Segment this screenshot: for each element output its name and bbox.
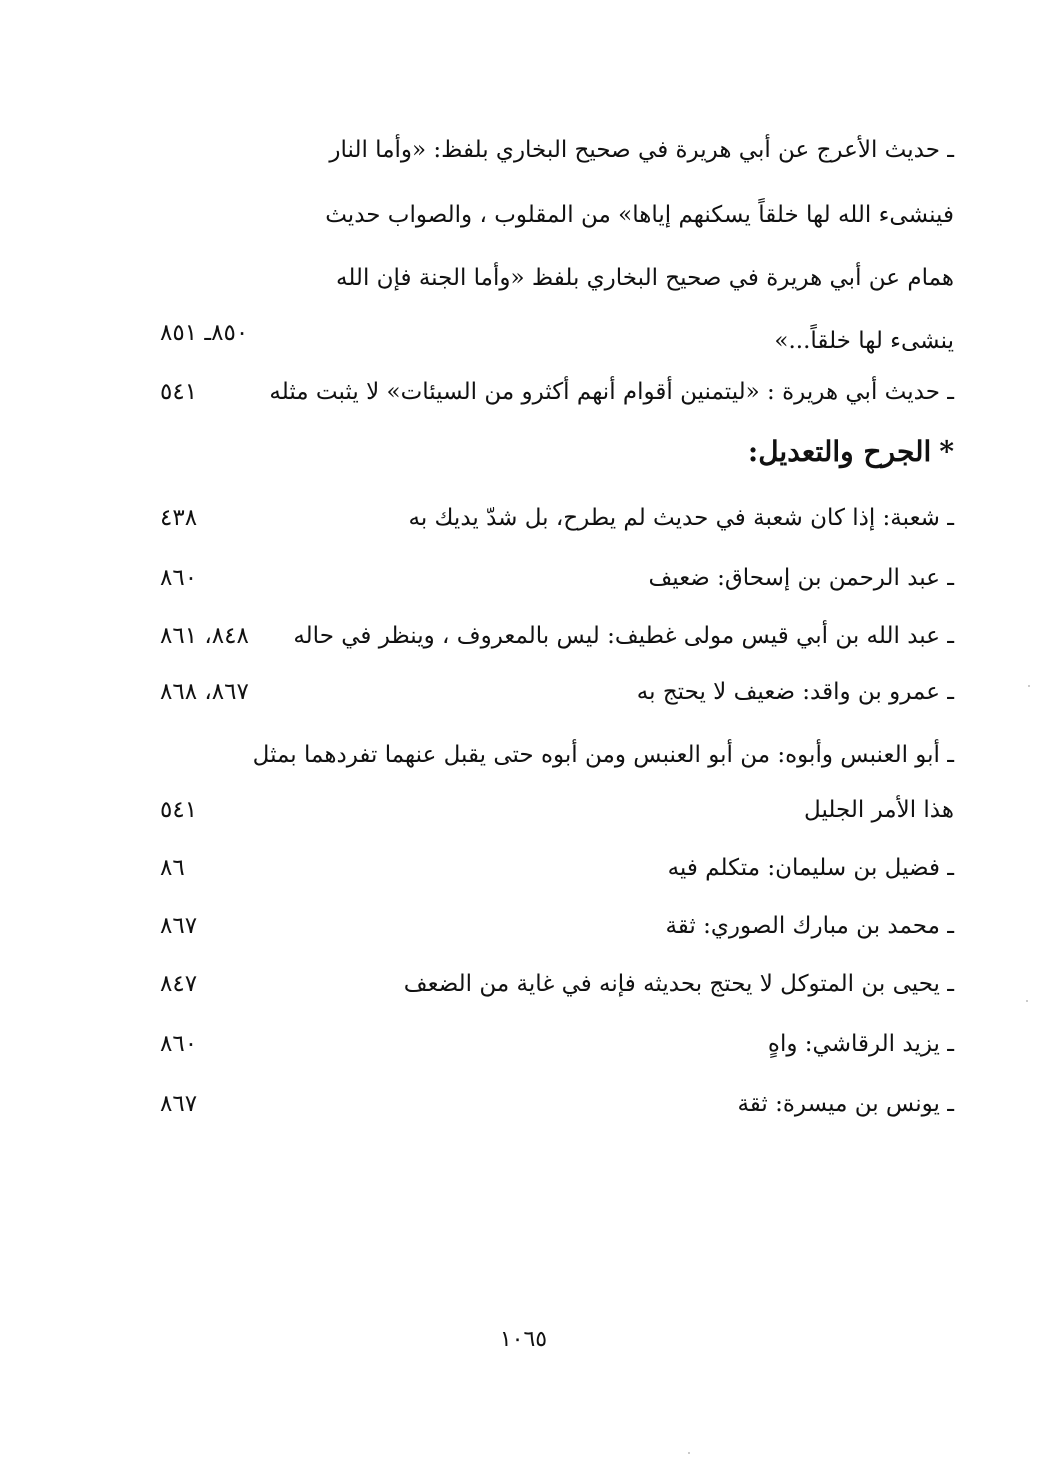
jarh-entry-5-text: ـ أبو العنبس وأبوه: من أبو العنبس ومن أبوه حتى يقبل عنهما تفردهما بمثل — [252, 742, 954, 768]
jarh-entry-6-text: هذا الأمر الجليل — [804, 797, 954, 823]
hadith-entry-1-line-3: همام عن أبي هريرة في صحيح البخاري بلفظ «وأما الجنة فإن الله — [335, 265, 954, 291]
jarh-entry-2-text: ـ عبد الرحمن بن إسحاق: ضعيف — [648, 565, 954, 591]
jarh-entry-3-text: ـ عبد الله بن أبي قيس مولى غطيف: ليس بالمعروف ، وينظر في حاله — [293, 623, 954, 649]
jarh-entry-8-text: ـ محمد بن مبارك الصوري: ثقة — [665, 913, 954, 939]
jarh-entry-6-pages: ٥٤١ — [160, 797, 198, 823]
jarh-entry-11-text: ـ يونس بن ميسرة: ثقة — [737, 1091, 954, 1117]
jarh-entry-1-pages: ٤٣٨ — [160, 505, 198, 531]
jarh-entry-7-pages: ٨٦ — [160, 855, 185, 881]
jarh-entry-10-pages: ٨٦٠ — [160, 1031, 198, 1057]
heading-title: الجرح والتعديل: — [747, 435, 932, 468]
jarh-entry-9-pages: ٨٤٧ — [160, 971, 198, 997]
scan-speck — [688, 1452, 690, 1454]
jarh-entry-1-text: ـ شعبة: إذا كان شعبة في حديث لم يطرح، بل شدّ يديك به — [408, 505, 954, 531]
jarh-entry-3-pages: ٨٤٨، ٨٦١ — [160, 623, 249, 649]
jarh-entry-2-pages: ٨٦٠ — [160, 565, 198, 591]
hadith-entry-2-pages: ٥٤١ — [160, 379, 198, 405]
hadith-entry-1-line-2: فينشىء الله لها خلقاً يسكنهم إياها» من المقلوب ، والصواب حديث — [325, 202, 954, 228]
jarh-entry-7-text: ـ فضيل بن سليمان: متكلم فيه — [667, 855, 954, 881]
jarh-entry-8-pages: ٨٦٧ — [160, 913, 198, 939]
scan-speck — [1026, 1000, 1028, 1002]
page-number: ١٠٦٥ — [499, 1327, 548, 1352]
section-heading — [748, 430, 954, 474]
hadith-entry-2-text: ـ حديث أبي هريرة : «ليتمنين أقوام أنهم أكثرو من السيئات» لا يثبت مثله — [269, 379, 954, 405]
heading-star: * — [939, 435, 954, 468]
jarh-entry-4-pages: ٨٦٧، ٨٦٨ — [160, 679, 249, 705]
jarh-entry-4-text: ـ عمرو بن واقد: ضعيف لا يحتج به — [636, 679, 954, 705]
scan-speck — [1028, 685, 1030, 687]
jarh-entry-11-pages: ٨٦٧ — [160, 1091, 198, 1117]
jarh-entry-10-text: ـ يزيد الرقاشي: واهٍ — [767, 1031, 954, 1057]
hadith-entry-1-line-4: ينشىء لها خلقاً...» — [774, 328, 954, 354]
hadith-entry-1-pages: ٨٥٠ـ ٨٥١ — [160, 320, 249, 346]
jarh-entry-9-text: ـ يحيى بن المتوكل لا يحتج بحديثه فإنه في غاية من الضعف — [403, 971, 954, 997]
hadith-entry-1-line-1: ـ حديث الأعرج عن أبي هريرة في صحيح البخاري بلفظ: «وأما النار — [329, 137, 954, 163]
